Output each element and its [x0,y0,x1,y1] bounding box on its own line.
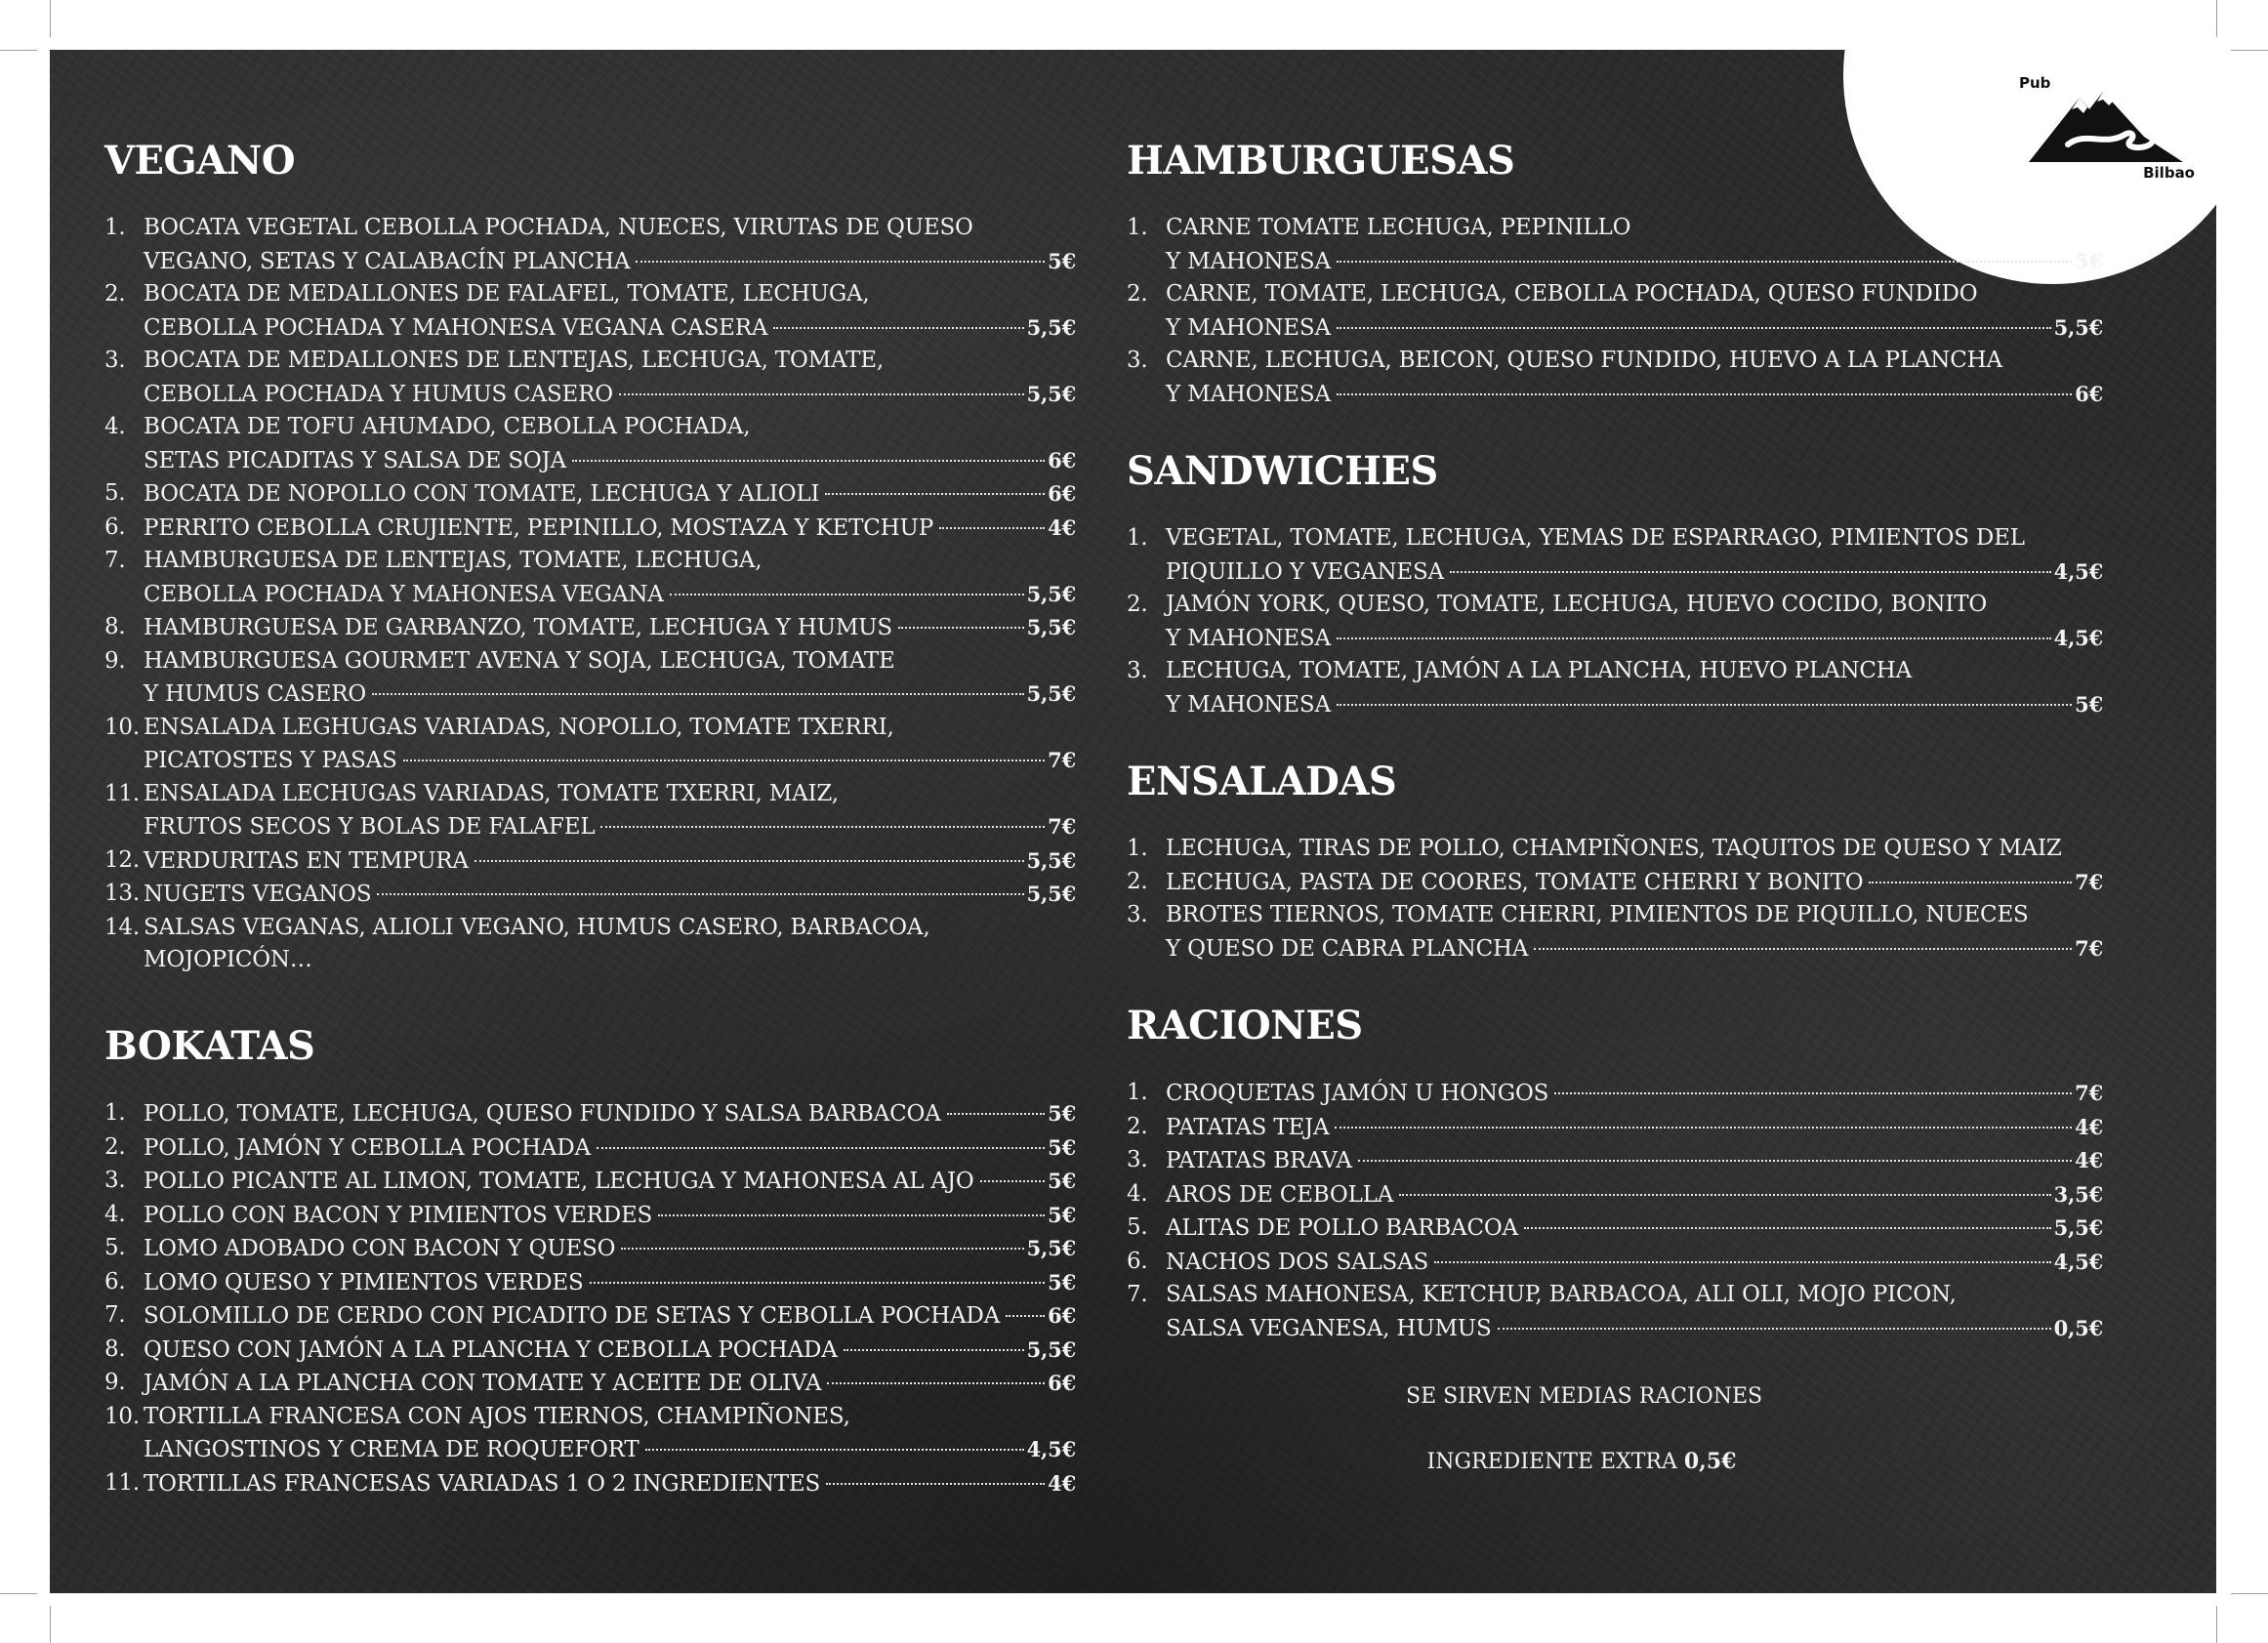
dot-leader [939,527,1045,529]
item-description: SALSA VEGANESA, HUMUS [1166,1315,1492,1341]
item-number: 3. [1127,1147,1148,1172]
section-sandwiches [1127,448,2103,721]
section-raciones [1127,1003,2103,1345]
dot-leader [844,1349,1024,1351]
item-description: BROTES TIERNOS, TOMATE CHERRI, PIMIENTOS DE PIQUILLO, NUECES [1166,902,2029,927]
item-number: 2. [1127,868,1148,894]
menu-item [1127,522,2103,589]
item-price: 4€ [1048,514,1076,540]
item-price: 5€ [1048,1134,1076,1160]
item-price: 6€ [1048,1303,1076,1328]
item-number: 5. [104,1235,126,1260]
menu-item [1127,1077,2103,1111]
item-list [1127,522,2103,721]
dot-leader [600,826,1045,828]
dot-leader [645,1449,1024,1451]
item-description: CARNE, LECHUGA, BEICON, QUESO FUNDIDO, HUEVO A LA PLANCHA [1166,348,2002,373]
item-list [1127,1077,2103,1345]
dot-leader [980,1180,1046,1182]
item-price: 7€ [2075,869,2103,894]
item-price: 5€ [1048,1202,1076,1227]
menu-item [1127,866,2103,900]
item-description: BOCATA DE TOFU AHUMADO, CEBOLLA POCHADA, [144,414,751,439]
menu-item [104,1334,1076,1368]
menu-item [104,1467,1076,1501]
item-description: HAMBURGUESA GOURMET AVENA Y SOJA, LECHUGA, TOMATE [144,647,895,674]
crop-mark [2231,50,2268,51]
item-description: BOCATA DE NOPOLLO CON TOMATE, LECHUGA Y ALIOLI [144,481,820,507]
item-price: 5,5€ [1026,681,1076,706]
item-number: 7. [104,1302,126,1328]
dot-leader [474,860,1024,862]
item-number: 3. [1127,348,1148,373]
dot-leader [372,693,1024,695]
menu-item [104,1367,1076,1401]
item-description: PICATOSTES Y PASAS [144,748,397,773]
item-number: 2. [1127,281,1148,307]
dot-leader [825,493,1045,495]
item-price: 7€ [1048,814,1076,839]
item-description: LECHUGA, PASTA DE COORES, TOMATE CHERRI Y BONITO [1166,869,1864,895]
menu-item [1127,1246,2103,1280]
item-description: CARNE, TOMATE, LECHUGA, CEBOLLA POCHADA, QUESO FUNDIDO [1166,281,1978,307]
menu-item [1127,1279,2103,1345]
item-description: Y MAHONESA [1166,314,1331,341]
item-price: 5,5€ [1026,847,1076,873]
dot-leader [377,893,1023,895]
item-description: ENSALADA LEGHUGAS VARIADAS, NOPOLLO, TOMATE TXERRI, [144,714,894,740]
item-price: 5€ [1048,248,1076,273]
dot-leader [619,393,1024,395]
item-number: 3. [1127,902,1148,927]
item-price: 6€ [1048,1371,1076,1395]
section-hamburguesas [1127,138,2103,411]
menu-item [104,1199,1076,1233]
item-number: 14. [104,914,140,940]
item-description: QUESO CON JAMÓN A LA PLANCHA Y CEBOLLA POCHADA [144,1336,838,1363]
dot-leader [403,760,1046,761]
dot-leader [590,1282,1046,1284]
item-description: LECHUGA, TOMATE, JAMÓN A LA PLANCHA, HUEVO PLANCHA [1166,658,1913,683]
half-portions-note: SE SIRVEN MEDIAS RACIONES [1406,1384,1763,1409]
dot-leader [1524,1227,2051,1229]
item-description: CEBOLLA POCHADA Y MAHONESA VEGANA CASERA [144,314,768,341]
menu-item [104,1299,1076,1334]
dot-leader [1337,637,2051,639]
item-description: BOCATA DE MEDALLONES DE FALAFEL, TOMATE, LECHUGA, [144,281,870,307]
extra-ingredient-price: 0,5€ [1683,1449,1737,1474]
dot-leader [1335,1127,2072,1129]
item-number: 10. [104,714,140,740]
menu-item [104,1165,1076,1199]
crop-mark [2216,1606,2217,1643]
menu-item [104,278,1076,345]
menu-item [1127,1212,2103,1246]
dot-leader [1358,1160,2073,1162]
dot-leader [1554,1092,2072,1094]
item-list [1127,212,2103,411]
item-number: 6. [104,513,126,540]
item-number: 11. [104,1469,140,1496]
item-description: PATATAS BRAVA [1166,1148,1352,1173]
item-description: SALSAS VEGANAS, ALIOLI VEGANO, HUMUS CASERO, BARBACOA, [144,914,930,940]
item-number: 5. [104,480,126,506]
dot-leader [1337,393,2072,395]
section-title: ENSALADAS [1127,759,1397,804]
item-description: JAMÓN A LA PLANCHA CON TOMATE Y ACEITE DE OLIVA [144,1371,822,1396]
item-description: Y MAHONESA [1166,248,1331,274]
dot-leader [1434,1261,2051,1263]
item-description: PIQUILLO Y VEGANESA [1166,558,1444,585]
item-description: SOLOMILLO DE CERDO CON PICADITO DE SETAS Y CEBOLLA POCHADA [144,1303,1001,1329]
item-description: LOMO QUESO Y PIMIENTOS VERDES [144,1269,584,1295]
item-price: 3,5€ [2053,1181,2103,1207]
item-description: BOCATA VEGETAL CEBOLLA POCHADA, NUECES, VIRUTAS DE QUESO [144,215,973,240]
section-bokatas [104,1023,1076,1500]
item-price: 4,5€ [2053,625,2103,650]
menu-item [104,712,1076,778]
item-price: 7€ [1048,748,1076,772]
item-description: ALITAS DE POLLO BARBACOA [1166,1215,1518,1241]
item-number: 1. [104,1100,126,1126]
dot-leader [1337,704,2072,706]
item-price: 5€ [2075,691,2103,717]
item-price: 6€ [1048,447,1076,472]
item-number: 2. [104,1133,126,1160]
item-number: 4. [1127,1180,1148,1207]
item-price: 4€ [2075,1148,2103,1172]
item-number: 1. [1127,525,1148,551]
menu-item [104,878,1076,912]
item-price: 5,5€ [1026,381,1076,406]
extra-ingredient-note [1406,1449,1757,1474]
item-price: 4,5€ [2053,1249,2103,1274]
item-number: 11. [104,780,140,806]
menu-item [104,477,1076,512]
item-number: 9. [104,1370,126,1395]
menu-item [104,912,1076,977]
item-description: POLLO, JAMÓN Y CEBOLLA POCHADA [144,1134,591,1161]
crop-mark [50,0,51,37]
menu-item [1127,1144,2103,1178]
dot-leader [636,261,1045,263]
dot-leader [1399,1194,2051,1196]
crop-mark [2231,1593,2268,1594]
menu-item [104,1232,1076,1266]
item-price: 4€ [1048,1470,1076,1496]
item-price: 4,5€ [2053,558,2103,584]
crop-mark [0,50,37,51]
item-description: SETAS PICADITAS Y SALSA DE SOJA [144,447,566,473]
item-description: VERDURITAS EN TEMPURA [144,847,469,874]
item-price: 5€ [2075,248,2103,273]
item-number: 13. [104,881,140,906]
item-description: VEGANO, SETAS Y CALABACÍN PLANCHA [144,248,631,274]
item-description: Y MAHONESA [1166,625,1331,651]
item-price: 5,5€ [1026,1336,1076,1362]
item-price: 5,5€ [1026,581,1076,606]
item-price: 5,5€ [1026,615,1076,639]
item-number: 3. [1127,658,1148,683]
menu-item [1127,1111,2103,1145]
item-number: 3. [104,1168,126,1193]
section-title: BOKATAS [104,1023,315,1069]
menu-item [104,512,1076,546]
item-number: 1. [1127,215,1148,240]
item-number: 3. [104,348,126,373]
item-description: NACHOS DOS SALSAS [1166,1249,1429,1275]
crop-mark [50,1606,51,1643]
item-description: CARNE TOMATE LECHUGA, PEPINILLO [1166,215,1631,240]
item-description: CEBOLLA POCHADA Y MAHONESA VEGANA [144,581,664,607]
item-number: 2. [104,281,126,307]
item-number: 12. [104,846,140,873]
menu-item [104,1097,1076,1131]
item-number: 7. [104,548,126,573]
item-price: 7€ [2075,935,2103,961]
item-description: BOCATA DE MEDALLONES DE LENTEJAS, LECHUGA, TOMATE, [144,348,884,373]
item-number: 2. [1127,1113,1148,1139]
item-number: 9. [104,647,126,674]
item-description: LOMO ADOBADO CON BACON Y QUESO [144,1236,616,1261]
item-description: ENSALADA LECHUGAS VARIADAS, TOMATE TXERRI, MAIZ, [144,780,839,806]
menu-item [104,1131,1076,1166]
item-price: 5€ [1048,1269,1076,1294]
item-price: 6€ [2075,381,2103,406]
section-title: SANDWICHES [1127,448,1438,494]
dot-leader [773,327,1023,329]
item-description: TORTILLA FRANCESA CON AJOS TIERNOS, CHAMPIÑONES, [144,1403,850,1429]
item-description: VEGETAL, TOMATE, LECHUGA, YEMAS DE ESPARRAGO, PIMIENTOS DEL [1166,525,2025,551]
item-price: 4,5€ [1026,1437,1076,1461]
dot-leader [670,594,1024,596]
item-number: 2. [1127,592,1148,617]
menu-item [1127,1178,2103,1212]
item-description: POLLO CON BACON Y PIMIENTOS VERDES [144,1202,653,1228]
item-description: SALSAS MAHONESA, KETCHUP, BARBACOA, ALI OLI, MOJO PICON, [1166,1282,1957,1307]
dot-leader [1534,948,2072,950]
menu-item [104,1401,1076,1467]
item-price: 0,5€ [2053,1315,2103,1340]
item-list [1127,833,2103,965]
item-description: Y QUESO DE CABRA PLANCHA [1166,935,1529,962]
crop-mark [2216,0,2217,37]
item-description: AROS DE CEBOLLA [1166,1181,1394,1208]
item-number: 1. [1127,836,1148,861]
item-number: 4. [104,1201,126,1227]
dot-leader [1337,261,2072,263]
menu-item [104,212,1076,278]
item-number: 8. [104,1335,126,1362]
section-title: RACIONES [1127,1003,1363,1048]
item-description: LECHUGA, TIRAS DE POLLO, CHAMPIÑONES, TAQUITOS DE QUESO Y MAIZ [1166,836,2062,861]
section-vegano [104,138,1076,977]
menu-item [104,345,1076,411]
item-price: 5,5€ [2053,314,2103,340]
item-price: 5,5€ [1026,882,1076,906]
item-description: POLLO PICANTE AL LIMON, TOMATE, LECHUGA Y MAHONESA AL AJO [144,1169,974,1194]
menu-item [104,844,1076,879]
section-title: HAMBURGUESAS [1127,138,1515,184]
menu-item [1127,833,2103,866]
item-number: 8. [104,614,126,639]
item-description: PERRITO CEBOLLA CRUJIENTE, PEPINILLO, MOSTAZA Y KETCHUP [144,514,933,541]
item-price: 5€ [1048,1101,1076,1126]
item-description: JAMÓN YORK, QUESO, TOMATE, LECHUGA, HUEVO COCIDO, BONITO [1166,592,1988,617]
dot-leader [1498,1328,2051,1330]
dot-leader [597,1147,1045,1149]
item-number: 6. [1127,1248,1148,1274]
dot-leader [621,1248,1023,1250]
section-title: VEGANO [104,138,296,184]
item-number: 7. [1127,1282,1148,1307]
item-list [104,1097,1076,1500]
dot-leader [826,1483,1045,1485]
item-price: 5,5€ [1026,1236,1076,1260]
item-price: 6€ [1048,481,1076,506]
item-number: 1. [1127,1080,1148,1105]
section-ensaladas [1127,759,2103,965]
item-number: 6. [104,1268,126,1294]
item-price: 7€ [2075,1081,2103,1105]
menu-item [104,1266,1076,1300]
item-description: MOJOPICÓN… [144,947,312,972]
item-list [104,212,1076,977]
item-description: CROQUETAS JAMÓN U HONGOS [1166,1081,1549,1106]
item-description: PATATAS TEJA [1166,1114,1330,1140]
item-price: 5,5€ [2053,1215,2103,1240]
menu-item [1127,345,2103,411]
menu-item [1127,589,2103,655]
item-number: 4. [104,414,126,439]
menu-item [1127,278,2103,345]
item-description: FRUTOS SECOS Y BOLAS DE FALAFEL [144,814,596,840]
menu-item [1127,212,2103,278]
dot-leader [1450,571,2051,573]
dot-leader [572,460,1045,462]
menu-item [104,611,1076,645]
item-description: POLLO, TOMATE, LECHUGA, QUESO FUNDIDO Y SALSA BARBACOA [144,1101,941,1127]
item-description: Y HUMUS CASERO [144,681,367,707]
dot-leader [1006,1315,1045,1317]
dot-leader [827,1382,1045,1384]
dot-leader [1337,327,2051,329]
item-number: 1. [104,215,126,240]
logo-pub-text: Pub [2019,74,2051,92]
item-description: TORTILLAS FRANCESAS VARIADAS 1 O 2 INGREDIENTES [144,1470,821,1497]
menu-item [104,645,1076,712]
item-number: 10. [104,1403,140,1429]
dot-leader [658,1214,1045,1216]
dot-leader [1869,882,2072,883]
menu-item [1127,655,2103,721]
logo-city-text: Bilbao [2143,164,2195,182]
item-description: HAMBURGUESA DE LENTEJAS, TOMATE, LECHUGA, [144,548,763,573]
dot-leader [947,1113,1046,1115]
dot-leader [898,627,1024,629]
crop-mark [0,1593,37,1594]
item-price: 5,5€ [1026,314,1076,340]
item-description: LANGOSTINOS Y CREMA DE ROQUEFORT [144,1437,639,1462]
menu-item [104,545,1076,611]
item-number: 5. [1127,1214,1148,1240]
menu-item [1127,899,2103,965]
item-description: Y MAHONESA [1166,381,1331,407]
extra-ingredient-label: INGREDIENTE EXTRA [1426,1450,1677,1474]
menu-item [104,778,1076,844]
item-description: HAMBURGUESA DE GARBANZO, TOMATE, LECHUGA Y HUMUS [144,615,892,640]
menu-item [104,411,1076,477]
item-description: NUGETS VEGANOS [144,882,372,907]
item-description: Y MAHONESA [1166,691,1331,718]
item-description: CEBOLLA POCHADA Y HUMUS CASERO [144,381,613,407]
item-price: 5€ [1048,1169,1076,1193]
item-price: 4€ [2075,1114,2103,1139]
